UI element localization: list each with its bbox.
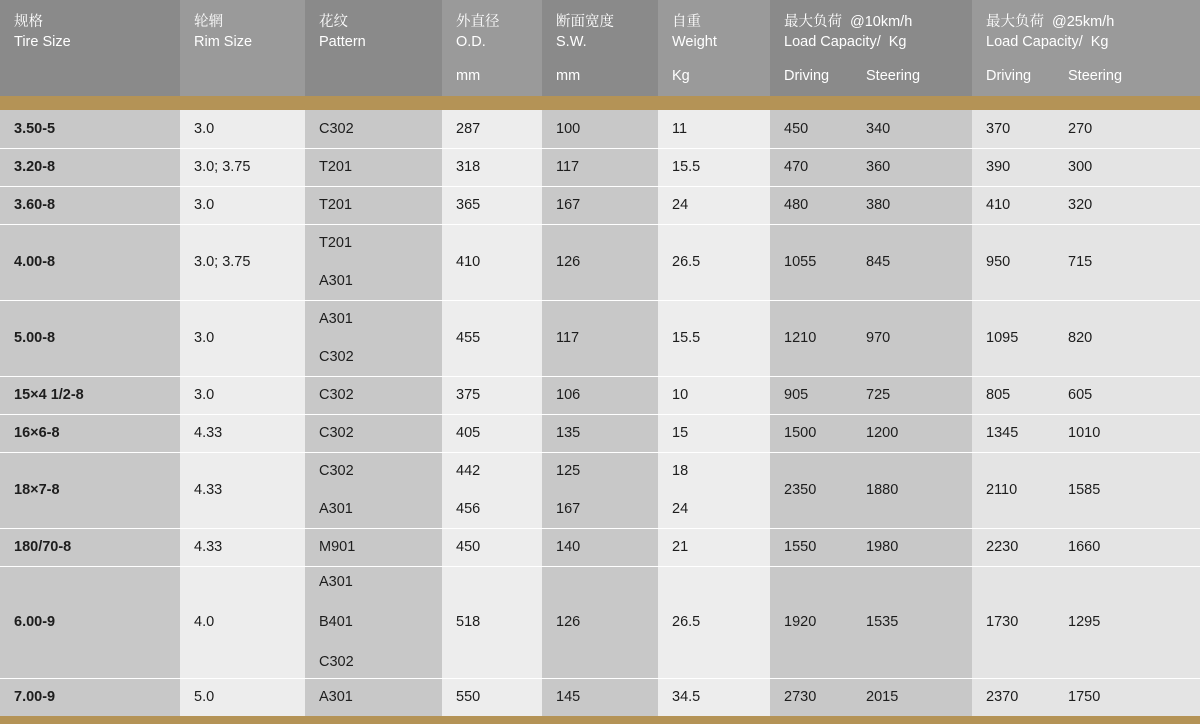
cell-weight: 21 [658, 528, 770, 566]
cell-load10-steering: 1980 [866, 539, 899, 555]
cell-pattern-2: A301 [319, 501, 353, 517]
cell-tire-size: 3.50-5 [0, 110, 180, 148]
cell-load10-steering: 2015 [866, 689, 899, 705]
cell-sw-1: 125 [556, 463, 581, 479]
cell-load25-driving: 370 [986, 120, 1011, 137]
header-load10-speed: @10km/h [850, 14, 913, 30]
cell-load10 [770, 452, 972, 528]
header-od-unit: mm [456, 68, 481, 84]
cell-sw: 140 [542, 528, 658, 566]
cell-load25-driving: 805 [986, 387, 1011, 403]
header-weight-unit: Kg [672, 68, 690, 84]
cell-od: 450 [442, 528, 542, 566]
cell-load10-steering: 1200 [866, 425, 899, 441]
header-weight-cn: 自重 [672, 14, 701, 30]
header-load-10kmh [770, 0, 972, 96]
cell-sw: 117 [542, 300, 658, 376]
cell-rim-size: 5.0 [180, 678, 305, 716]
cell-load25-steering: 300 [1068, 159, 1093, 175]
cell-load10-steering: 380 [866, 197, 891, 213]
cell-load10-driving: 905 [784, 387, 809, 403]
gold-divider-bottom [0, 716, 1200, 724]
cell-od [442, 452, 542, 528]
cell-load25-driving: 950 [986, 254, 1011, 270]
table-row[interactable] [0, 224, 1200, 300]
cell-od: 287 [442, 110, 542, 148]
header-sw-en: S.W. [556, 34, 587, 50]
cell-sw: 117 [542, 148, 658, 186]
table-row[interactable] [0, 566, 1200, 678]
cell-load10-steering: 340 [866, 120, 891, 137]
cell-pattern [305, 566, 442, 678]
cell-sw: 100 [542, 110, 658, 148]
cell-od: 550 [442, 678, 542, 716]
cell-load25-steering: 1010 [1068, 425, 1101, 441]
cell-load25 [972, 528, 1200, 566]
cell-sw: 106 [542, 376, 658, 414]
cell-rim-size: 4.33 [180, 452, 305, 528]
header-load25-unit: Kg [1090, 34, 1109, 50]
table-row[interactable] [0, 678, 1200, 716]
cell-tire-size: 4.00-8 [0, 224, 180, 300]
cell-od-2: 456 [456, 501, 481, 517]
header-tire-size [0, 0, 180, 96]
header-load-25kmh [972, 0, 1200, 96]
cell-weight: 15.5 [658, 300, 770, 376]
cell-load25-steering: 605 [1068, 387, 1093, 403]
cell-od-1: 442 [456, 463, 481, 479]
header-rim-size-cn: 轮辋 [194, 14, 223, 30]
gold-divider-top [0, 96, 1200, 110]
cell-rim-size: 3.0; 3.75 [180, 224, 305, 300]
header-od-cn: 外直径 [456, 14, 500, 30]
cell-rim-size: 3.0 [180, 376, 305, 414]
header-load25-driving: Driving [986, 68, 1032, 84]
cell-load10-steering: 1535 [866, 614, 899, 630]
table-row[interactable] [0, 528, 1200, 566]
cell-pattern-1: A301 [319, 574, 353, 590]
cell-load25 [972, 376, 1200, 414]
cell-tire-size: 7.00-9 [0, 678, 180, 716]
cell-load10 [770, 414, 972, 452]
cell-load10 [770, 300, 972, 376]
header-sw [542, 0, 658, 96]
cell-weight: 26.5 [658, 224, 770, 300]
cell-tire-size: 16×6-8 [0, 414, 180, 452]
cell-pattern [305, 300, 442, 376]
cell-load25-steering: 1750 [1068, 689, 1101, 705]
table-row[interactable] [0, 186, 1200, 224]
header-pattern-en: Pattern [319, 34, 366, 50]
cell-pattern-2: C302 [319, 349, 354, 365]
cell-pattern: T201 [305, 148, 442, 186]
cell-tire-size: 15×4 1/2-8 [0, 376, 180, 414]
header-weight [658, 0, 770, 96]
cell-rim-size: 3.0 [180, 110, 305, 148]
header-load10-steering: Steering [866, 68, 921, 84]
header-load25-cn: 最大负荷 [986, 14, 1044, 30]
cell-pattern: M901 [305, 528, 442, 566]
cell-tire-size: 3.60-8 [0, 186, 180, 224]
cell-load25 [972, 414, 1200, 452]
cell-od: 410 [442, 224, 542, 300]
cell-load25-driving: 410 [986, 197, 1011, 213]
cell-load10-steering: 360 [866, 159, 891, 175]
header-pattern-cn: 花纹 [319, 14, 348, 30]
cell-load10 [770, 566, 972, 678]
cell-weight: 10 [658, 376, 770, 414]
cell-load10 [770, 186, 972, 224]
cell-rim-size: 3.0 [180, 186, 305, 224]
cell-rim-size: 4.0 [180, 566, 305, 678]
cell-load25 [972, 452, 1200, 528]
cell-load25-steering: 1295 [1068, 614, 1101, 630]
cell-load10-driving: 1210 [784, 330, 817, 346]
cell-pattern: C302 [305, 414, 442, 452]
cell-weight: 24 [658, 186, 770, 224]
cell-od: 365 [442, 186, 542, 224]
header-weight-en: Weight [672, 34, 717, 50]
cell-tire-size: 18×7-8 [0, 452, 180, 528]
cell-load25-steering: 1660 [1068, 539, 1101, 555]
header-rim-size [180, 0, 305, 96]
cell-load25 [972, 300, 1200, 376]
header-load10-unit: Kg [888, 34, 907, 50]
cell-load10-driving: 480 [784, 197, 809, 213]
cell-pattern-2: B401 [319, 614, 353, 630]
cell-load25-driving: 1730 [986, 614, 1019, 630]
cell-pattern-2: A301 [319, 273, 353, 289]
cell-load10 [770, 110, 972, 148]
cell-weight: 34.5 [658, 678, 770, 716]
table-row[interactable] [0, 300, 1200, 376]
cell-load25-driving: 2370 [986, 689, 1019, 705]
cell-load25 [972, 566, 1200, 678]
cell-weight: 15 [658, 414, 770, 452]
cell-load25-driving: 1095 [986, 330, 1019, 346]
cell-load10-steering: 1880 [866, 482, 899, 498]
cell-rim-size: 4.33 [180, 528, 305, 566]
cell-od: 375 [442, 376, 542, 414]
cell-load10-steering: 845 [866, 254, 891, 270]
cell-od: 318 [442, 148, 542, 186]
header-tire-size-cn: 规格 [14, 14, 43, 30]
cell-load25-driving: 390 [986, 159, 1011, 175]
header-rim-size-en: Rim Size [194, 34, 253, 50]
cell-pattern: A301 [305, 678, 442, 716]
cell-load25 [972, 148, 1200, 186]
cell-load10 [770, 528, 972, 566]
cell-load25-steering: 320 [1068, 197, 1093, 213]
cell-sw: 145 [542, 678, 658, 716]
cell-load25 [972, 224, 1200, 300]
table-row[interactable] [0, 376, 1200, 414]
table-row[interactable] [0, 452, 1200, 528]
cell-tire-size: 5.00-8 [0, 300, 180, 376]
header-load10-en: Load Capacity/ [784, 34, 881, 50]
cell-load25-steering: 820 [1068, 330, 1093, 346]
header-od-en: O.D. [456, 34, 486, 50]
cell-load10-driving: 2350 [784, 482, 817, 498]
header-load25-en: Load Capacity/ [986, 34, 1083, 50]
header-load25-speed: @25km/h [1052, 14, 1115, 30]
cell-od: 405 [442, 414, 542, 452]
header-load10-cn: 最大负荷 [784, 14, 842, 30]
cell-pattern-1: C302 [319, 463, 354, 479]
cell-load10-driving: 450 [784, 120, 809, 137]
cell-sw: 126 [542, 224, 658, 300]
cell-sw: 167 [542, 186, 658, 224]
table-row[interactable] [0, 110, 1200, 148]
table-row[interactable] [0, 148, 1200, 186]
header-sw-cn: 断面宽度 [556, 14, 614, 30]
cell-pattern [305, 224, 442, 300]
cell-load25 [972, 678, 1200, 716]
cell-tire-size: 6.00-9 [0, 566, 180, 678]
cell-tire-size: 3.20-8 [0, 148, 180, 186]
cell-load10 [770, 678, 972, 716]
cell-sw: 126 [542, 566, 658, 678]
cell-weight: 15.5 [658, 148, 770, 186]
cell-pattern: C302 [305, 110, 442, 148]
cell-load10-driving: 1920 [784, 614, 817, 630]
cell-sw: 135 [542, 414, 658, 452]
cell-sw-2: 167 [556, 501, 581, 517]
table-row[interactable] [0, 414, 1200, 452]
cell-tire-size: 180/70-8 [0, 528, 180, 566]
header-tire-size-en: Tire Size [14, 34, 71, 50]
cell-weight [658, 452, 770, 528]
cell-load10-driving: 1550 [784, 539, 817, 555]
cell-load10 [770, 148, 972, 186]
cell-load25 [972, 110, 1200, 148]
cell-od: 455 [442, 300, 542, 376]
table-body [0, 110, 1200, 716]
header-load25-steering: Steering [1068, 68, 1123, 84]
cell-load10 [770, 224, 972, 300]
tire-spec-table [0, 0, 1200, 96]
cell-pattern-1: A301 [319, 311, 353, 327]
cell-load10-steering: 970 [866, 330, 891, 346]
cell-load25 [972, 186, 1200, 224]
cell-pattern: C302 [305, 376, 442, 414]
cell-load10-driving: 1055 [784, 254, 817, 270]
header-load10-driving: Driving [784, 68, 830, 84]
cell-load10-driving: 470 [784, 159, 809, 175]
cell-load10 [770, 376, 972, 414]
cell-weight-1: 18 [672, 463, 689, 479]
cell-load25-driving: 1345 [986, 425, 1019, 441]
header-sw-unit: mm [556, 68, 581, 84]
cell-load10-driving: 2730 [784, 689, 817, 705]
cell-weight: 11 [658, 110, 770, 148]
cell-load25-steering: 270 [1068, 120, 1093, 137]
cell-load25-steering: 715 [1068, 254, 1093, 270]
header-pattern [305, 0, 442, 96]
cell-load25-steering: 1585 [1068, 482, 1101, 498]
header-od [442, 0, 542, 96]
cell-load10-driving: 1500 [784, 425, 817, 441]
cell-rim-size: 3.0 [180, 300, 305, 376]
cell-pattern: T201 [305, 186, 442, 224]
cell-load10-steering: 725 [866, 387, 891, 403]
tire-spec-body [0, 110, 1200, 717]
table-header [0, 0, 1200, 96]
cell-load25-driving: 2110 [986, 482, 1018, 498]
cell-weight-2: 24 [672, 501, 689, 517]
cell-pattern-1: T201 [319, 235, 353, 251]
cell-load25-driving: 2230 [986, 539, 1019, 555]
cell-pattern-3: C302 [319, 654, 354, 670]
cell-weight: 26.5 [658, 566, 770, 678]
cell-pattern [305, 452, 442, 528]
cell-rim-size: 3.0; 3.75 [180, 148, 305, 186]
cell-rim-size: 4.33 [180, 414, 305, 452]
cell-sw [542, 452, 658, 528]
cell-od: 518 [442, 566, 542, 678]
